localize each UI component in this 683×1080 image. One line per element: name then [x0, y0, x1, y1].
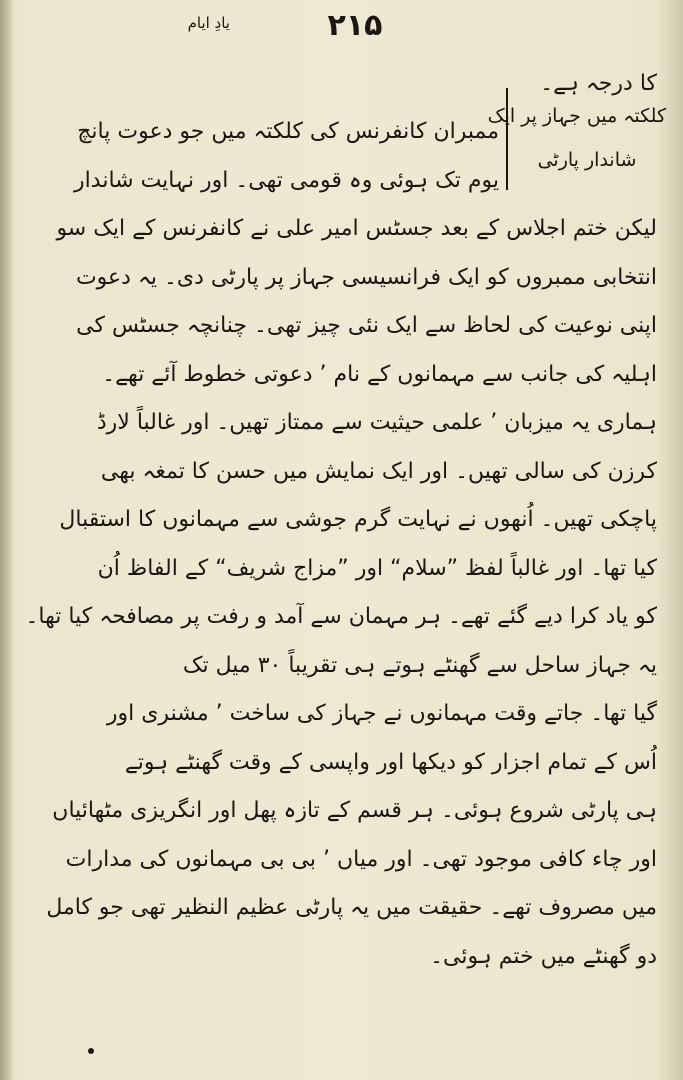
- text-line: اور چاء کافی موجود تھی۔ اور میاں ’ بی بی مہمانوں کی مدارات: [65, 846, 657, 872]
- binding-shadow: [0, 0, 14, 1080]
- text-line: کو یاد کرا دیے گئے تھے۔ ہر مہمان سے آمد و رفت پر مصافحہ کیا تھا۔: [25, 604, 657, 629]
- text-line: اُس کے تمام اجزار کو دیکھا اور واپسی کے وقت گھنٹے ہوتے: [124, 749, 657, 775]
- text-line: میں مصروف تھے۔ حقیقت میں یہ پارٹی عظیم النظیر تھی جو کامل: [46, 895, 657, 920]
- text-line: اپنی نوعیت کی لحاظ سے ایک نئی چیز تھی۔ چنانچہ جسٹس کی: [76, 313, 657, 338]
- text-line: ممبران کانفرنس کی کلکتہ میں جو دعوت پانچ: [77, 119, 499, 144]
- text-line: یوم تک ہوئی وہ قومی تھی۔ اور نہایت شاندار: [74, 167, 499, 193]
- text-line: گیا تھا۔ جاتے وقت مہمانوں نے جہاز کی ساخت ’ مشنری اور: [106, 701, 657, 726]
- text-line: ہماری یہ میزبان ’ علمی حیثیت سے ممتاز تھیں۔ اور غالباً لارڈ: [96, 410, 657, 435]
- text-line: پاچکی تھیں۔ اُنھوں نے نہایت گرم جوشی سے مہمانوں کا استقبال: [59, 507, 657, 532]
- paragraph-intro: [29, 108, 499, 205]
- page-number: ۲۱۵: [327, 8, 383, 43]
- text-line: انتخابی ممبروں کو ایک فرانسیسی جہاز پر پارٹی دی۔ یہ دعوت: [75, 264, 657, 290]
- text-line: لیکن ختم اجلاس کے بعد جسٹس امیر علی نے کانفرنس کے ایک سو: [56, 216, 657, 241]
- text-line: کرزن کی سالی تھیں۔ اور ایک نمایش میں حسن کا تمغہ بھی: [100, 458, 657, 484]
- running-header: یادِ ایام: [187, 14, 230, 32]
- text-line: یہ جہاز ساحل سے گھنٹے ہوتے ہی تقریباً ۳۰ میل تک: [182, 652, 657, 678]
- text-line: اہلیہ کی جانب سے مہمانوں کے نام ’ دعوتی خطوط آئے تھے۔: [102, 361, 657, 387]
- text-line: ہی پارٹی شروع ہوئی۔ ہر قسم کے تازہ پھل اور انگریزی مٹھائیاں: [52, 798, 657, 823]
- margin-note-line-1: کلکتہ میں جہاز پر ایک: [487, 105, 666, 127]
- text-line: کیا تھا۔ اور غالباً لفظ ”سلام“ اور ”مزاج شریف“ کے الفاظ اُن: [97, 555, 657, 581]
- margin-note: [487, 88, 666, 190]
- text-line: دو گھنٹے میں ختم ہوئی۔: [430, 943, 657, 969]
- ink-dot: [88, 1048, 94, 1054]
- opening-line: کا درجہ ہے۔: [540, 71, 657, 96]
- margin-note-line-2: شاندار پارٹی: [537, 149, 637, 171]
- body-text: [17, 205, 657, 981]
